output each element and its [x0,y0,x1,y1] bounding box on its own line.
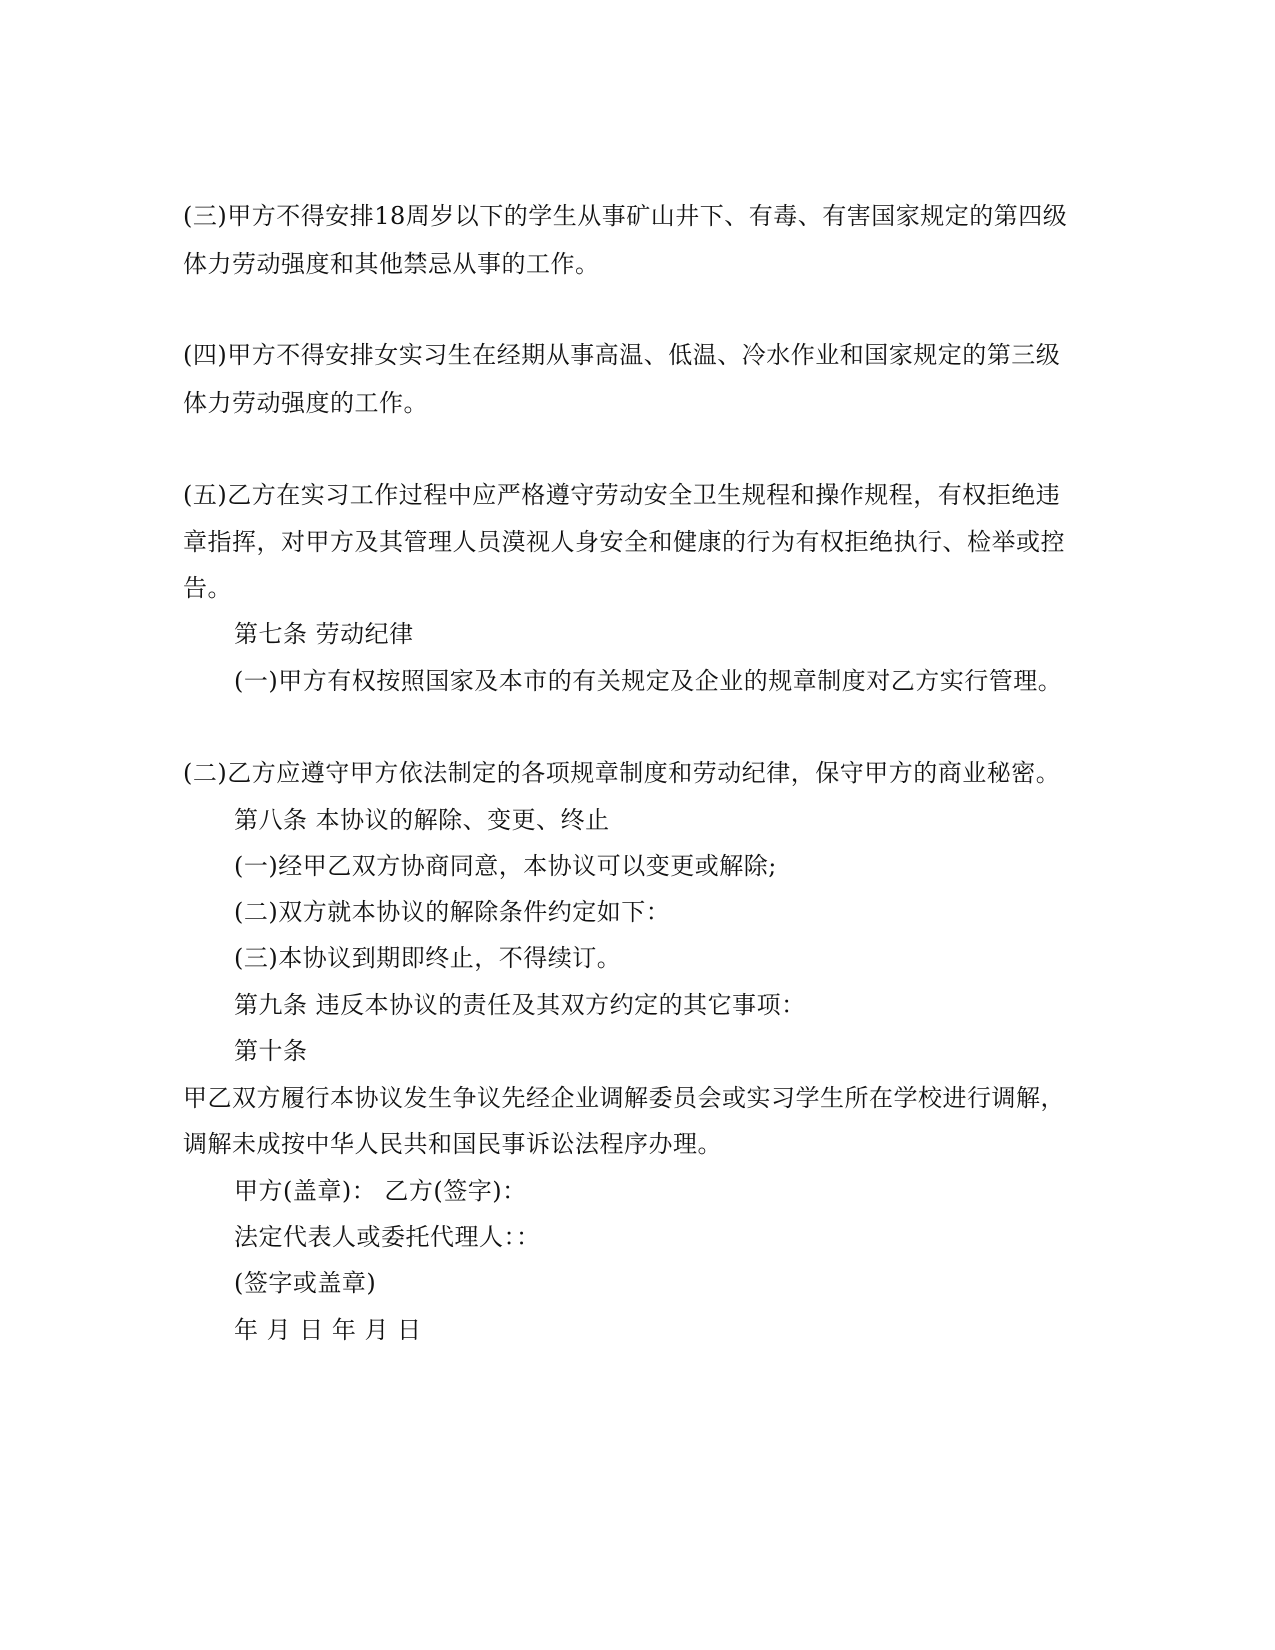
paragraph-3-line-1: (三)甲方不得安排18周岁以下的学生从事矿山井下、有毒、有害国家规定的第四级 [183,202,1068,230]
paragraph-4-line-1: (四)甲方不得安排女实习生在经期从事高温、低温、冷水作业和国家规定的第三级 [183,341,1061,369]
signature-sign-or-seal: (签字或盖章) [234,1269,377,1297]
article-7-item-1: (一)甲方有权按照国家及本市的有关规定及企业的规章制度对乙方实行管理。 [234,667,1063,695]
article-10-line-1: 甲乙双方履行本协议发生争议先经企业调解委员会或实习学生所在学校进行调解， [183,1084,1065,1112]
article-8-item-2: (二)双方就本协议的解除条件约定如下： [234,898,671,926]
paragraph-4-line-2: 体力劳动强度的工作。 [183,389,428,417]
paragraph-5-line-1: (五)乙方在实习工作过程中应严格遵守劳动安全卫生规程和操作规程，有权拒绝违 [183,481,1061,509]
article-7-title: 第七条 劳动纪律 [234,620,414,648]
paragraph-5-line-3: 告。 [183,574,232,602]
article-10-title: 第十条 [234,1037,308,1065]
article-10-line-2: 调解未成按中华人民共和国民事诉讼法程序办理。 [183,1130,722,1158]
paragraph-3-line-2: 体力劳动强度和其他禁忌从事的工作。 [183,250,600,278]
article-8-item-3: (三)本协议到期即终止，不得续订。 [234,944,622,972]
signature-representative: 法定代表人或委托代理人：： [234,1223,541,1251]
article-8-title: 第八条 本协议的解除、变更、终止 [234,806,610,834]
article-9-title: 第九条 违反本协议的责任及其双方约定的其它事项： [234,991,806,1019]
signature-date: 年 月 日 年 月 日 [234,1316,422,1344]
paragraph-5-line-2: 章指挥，对甲方及其管理人员漠视人身安全和健康的行为有权拒绝执行、检举或控 [183,528,1065,556]
signature-parties: 甲方(盖章)： 乙方(签字)： [234,1177,527,1205]
article-8-item-1: (一)经甲乙双方协商同意，本协议可以变更或解除; [234,852,777,880]
article-7-item-2: (二)乙方应遵守甲方依法制定的各项规章制度和劳动纪律，保守甲方的商业秘密。 [183,759,1061,787]
